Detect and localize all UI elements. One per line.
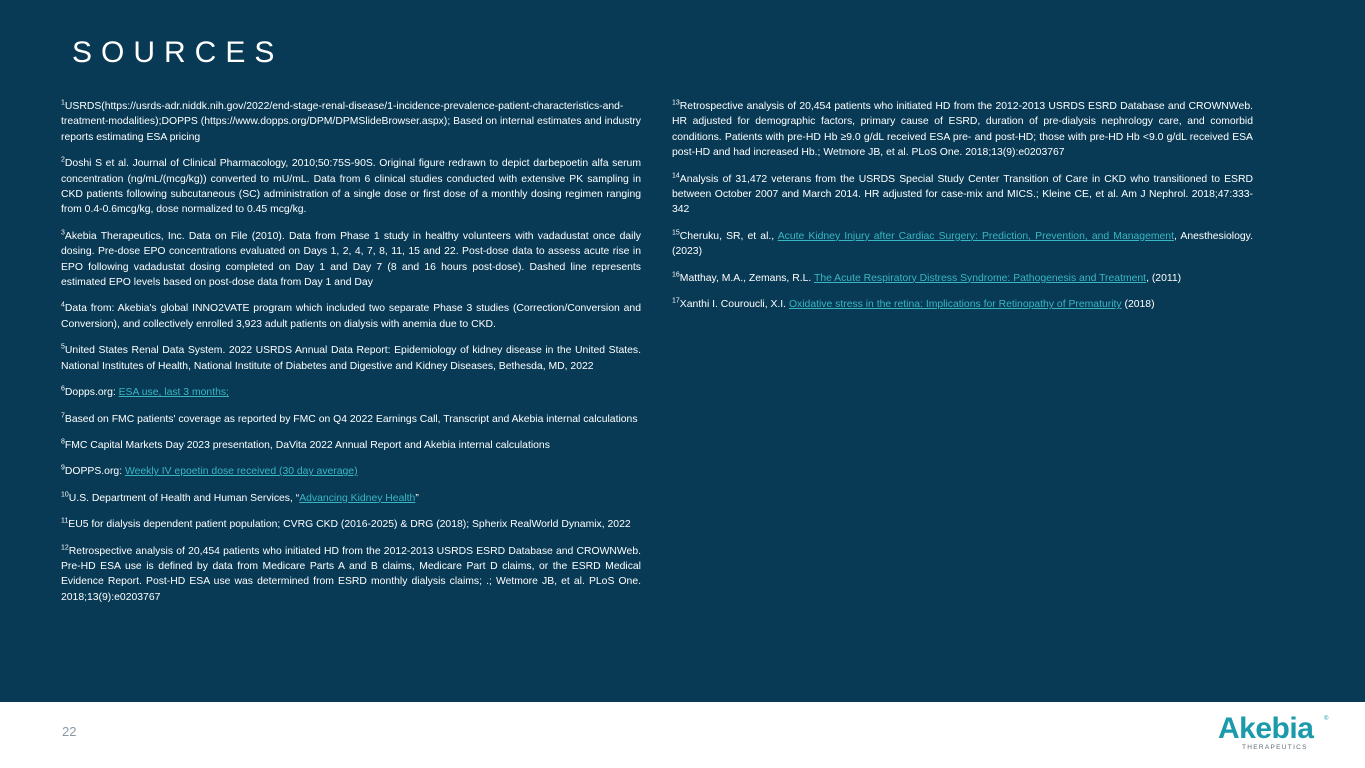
source-reference xyxy=(672,229,1253,260)
reference-number: 15 xyxy=(672,229,680,237)
reference-text-suffix: , (2011) xyxy=(1146,272,1182,284)
reference-number: 13 xyxy=(672,99,680,107)
source-reference xyxy=(61,438,641,453)
reference-number: 11 xyxy=(61,517,69,525)
reference-number: 6 xyxy=(61,385,65,393)
reference-text: United States Renal Data System. 2022 USRDS Annual Data Report: Epidemiology of kidney disease in the United States. National Institutes of Health, National Institute of Diabetes and Digestive and Kidney Diseases, Bethesda, MD, 2022 xyxy=(61,345,641,372)
source-reference xyxy=(672,297,1253,312)
reference-text-suffix: ” xyxy=(415,492,419,504)
reference-text: USRDS(https://usrds-adr.niddk.nih.gov/2022/end-stage-renal-disease/1-incidence-prevalence-patient-characteristics-and-treatment-modalities);DOPPS (https://www.dopps.org/DPM/DPMSlideBrowser.aspx); Based on internal estimates and industry reports estimating ESA pricing xyxy=(61,101,641,143)
source-reference xyxy=(61,544,641,606)
reference-text: Retrospective analysis of 20,454 patients who initiated HD from the 2012-2013 USRDS ESRD Database and CROWNWeb. HR adjusted for demographic factors, primary cause of ESRD, duration of pre-dialysis nephrology care, and comorbid conditions. Patients with pre-HD Hb ≥9.0 g/dL received ESA pre- and post-HD; those with pre-HD Hb <9.0 g/dL received ESA post-HD and had increased Hb.; Wetmore JB, et al. PLoS One. 2018;13(9):e0203767 xyxy=(672,101,1253,159)
source-reference xyxy=(61,385,641,400)
reference-text: Xanthi I. Couroucli, X.I. xyxy=(679,299,789,311)
reference-text-suffix: (2018) xyxy=(1121,299,1155,311)
reference-number: 5 xyxy=(61,343,65,351)
reference-text: Matthay, M.A., Zemans, R.L. xyxy=(679,272,814,284)
akebia-logo xyxy=(1218,713,1332,753)
source-reference xyxy=(61,464,641,479)
reference-number: 8 xyxy=(61,438,65,446)
reference-number: 17 xyxy=(672,297,680,305)
reference-text: Doshi S et al. Journal of Clinical Pharmacology, 2010;50:75S-90S. Original figure redrawn to depict darbepoetin alfa serum concentration (ng/mL/(mcg/kg)) converted to mU/mL. Data from 6 clinical studies conducted with extensive PK sampling in CKD patients following subcutaneous (SC) administration of a single dose or first dose of a monthly dosing regimen ranging from 0.4-0.6mcg/kg, dose normalized to 0.45 mcg/kg. xyxy=(61,158,641,216)
page-title: SOURCES xyxy=(72,36,284,69)
source-reference xyxy=(61,229,641,291)
source-reference xyxy=(61,517,641,532)
source-reference xyxy=(61,301,641,332)
source-reference xyxy=(61,491,641,506)
reference-text: Dopps.org: xyxy=(64,387,119,399)
reference-link[interactable]: Advancing Kidney Health xyxy=(299,492,416,504)
source-reference xyxy=(61,99,641,145)
reference-number: 9 xyxy=(61,464,65,472)
source-reference xyxy=(672,271,1253,286)
reference-number: 7 xyxy=(61,412,65,420)
reference-text-suffix: , Anesthesiology. (2023) xyxy=(672,230,1253,258)
reference-text: FMC Capital Markets Day 2023 presentation, DaVita 2022 Annual Report and Akebia internal calculations xyxy=(64,439,550,451)
reference-text: U.S. Department of Health and Human Services, “ xyxy=(68,492,300,504)
reference-number: 12 xyxy=(61,544,69,552)
reference-number: 3 xyxy=(61,229,65,237)
reference-link[interactable]: Weekly IV epoetin dose received (30 day average) xyxy=(124,466,358,478)
reference-text: Cheruku, SR, et al., xyxy=(679,230,778,242)
reference-number: 1 xyxy=(61,99,65,107)
reference-number: 16 xyxy=(672,271,680,279)
reference-text: Data from: Akebia's global INNO2VATE program which included two separate Phase 3 studies (Correction/Conversion and Conversion), and collectively enrolled 3,923 adult patients on dialysis with anemia due to CKD. xyxy=(61,303,641,330)
reference-number: 2 xyxy=(61,156,65,164)
reference-text: DOPPS.org: xyxy=(64,466,125,478)
reference-text: Analysis of 31,472 veterans from the USRDS Special Study Center Transition of Care in CKD who transitioned to ESRD between October 2007 and March 2014. HR adjusted for case-mix and MICS.; Kleine CE, et al. Am J Nephrol. 2018;47:333-342 xyxy=(672,173,1253,216)
reference-number: 10 xyxy=(61,491,69,499)
reference-link[interactable]: Acute Kidney Injury after Cardiac Surgery: Prediction, Prevention, and Management xyxy=(777,230,1174,242)
source-reference xyxy=(61,412,641,427)
source-reference xyxy=(672,172,1253,218)
source-reference xyxy=(672,99,1253,161)
source-reference xyxy=(61,156,641,218)
reference-number: 14 xyxy=(672,172,680,180)
footer xyxy=(0,702,1365,768)
page-number: 22 xyxy=(62,724,77,739)
source-reference xyxy=(61,343,641,374)
reference-link[interactable]: ESA use, last 3 months; xyxy=(118,387,229,399)
sources-left-column xyxy=(61,99,641,616)
reference-text: Retrospective analysis of 20,454 patients who initiated HD from the 2012-2013 USRDS ESRD Database and CROWNWeb. Pre-HD ESA use is defined by data from Medicare Parts A and B claims, Medicare Part D claims, or the ESRD Medical Evidence Report. Post-HD ESA use was determined from ESRD monthly dialysis claims; .; Wetmore JB, et al. PLoS One. 2018;13(9):e0203767 xyxy=(61,545,641,603)
reference-link[interactable]: Oxidative stress in the retina: Implications for Retinopathy of Prematurity xyxy=(788,299,1122,311)
reference-number: 4 xyxy=(61,302,65,309)
logo-wordmark: Akebia xyxy=(1218,712,1314,745)
reference-text: EU5 for dialysis dependent patient population; CVRG CKD (2016-2025) & DRG (2018); Spherix RealWorld Dynamix, 2022 xyxy=(68,519,631,531)
sources-right-column xyxy=(672,99,1253,323)
reference-link[interactable]: The Acute Respiratory Distress Syndrome: Pathogenesis and Treatment xyxy=(813,272,1147,284)
logo-registered-mark: ® xyxy=(1324,716,1329,722)
logo-tagline: THERAPEUTICS xyxy=(1242,744,1308,751)
reference-text: Based on FMC patients' coverage as reported by FMC on Q4 2022 Earnings Call, Transcript and Akebia internal calculations xyxy=(64,413,638,425)
reference-text: Akebia Therapeutics, Inc. Data on File (2010). Data from Phase 1 study in healthy volunteers with vadadustat once daily dosing. Pre-dose EPO concentrations evaluated on Days 1, 2, 4, 7, 8, 11, 15 and 22. Post-dose data to assess acute rise in EPO following vadadustat dosing completed on Day 1 and Day 7 (8 and 16 hours post-dose). Dashed line represents estimated EPO levels based on post-dose data from Day 1 and Day xyxy=(61,230,641,289)
